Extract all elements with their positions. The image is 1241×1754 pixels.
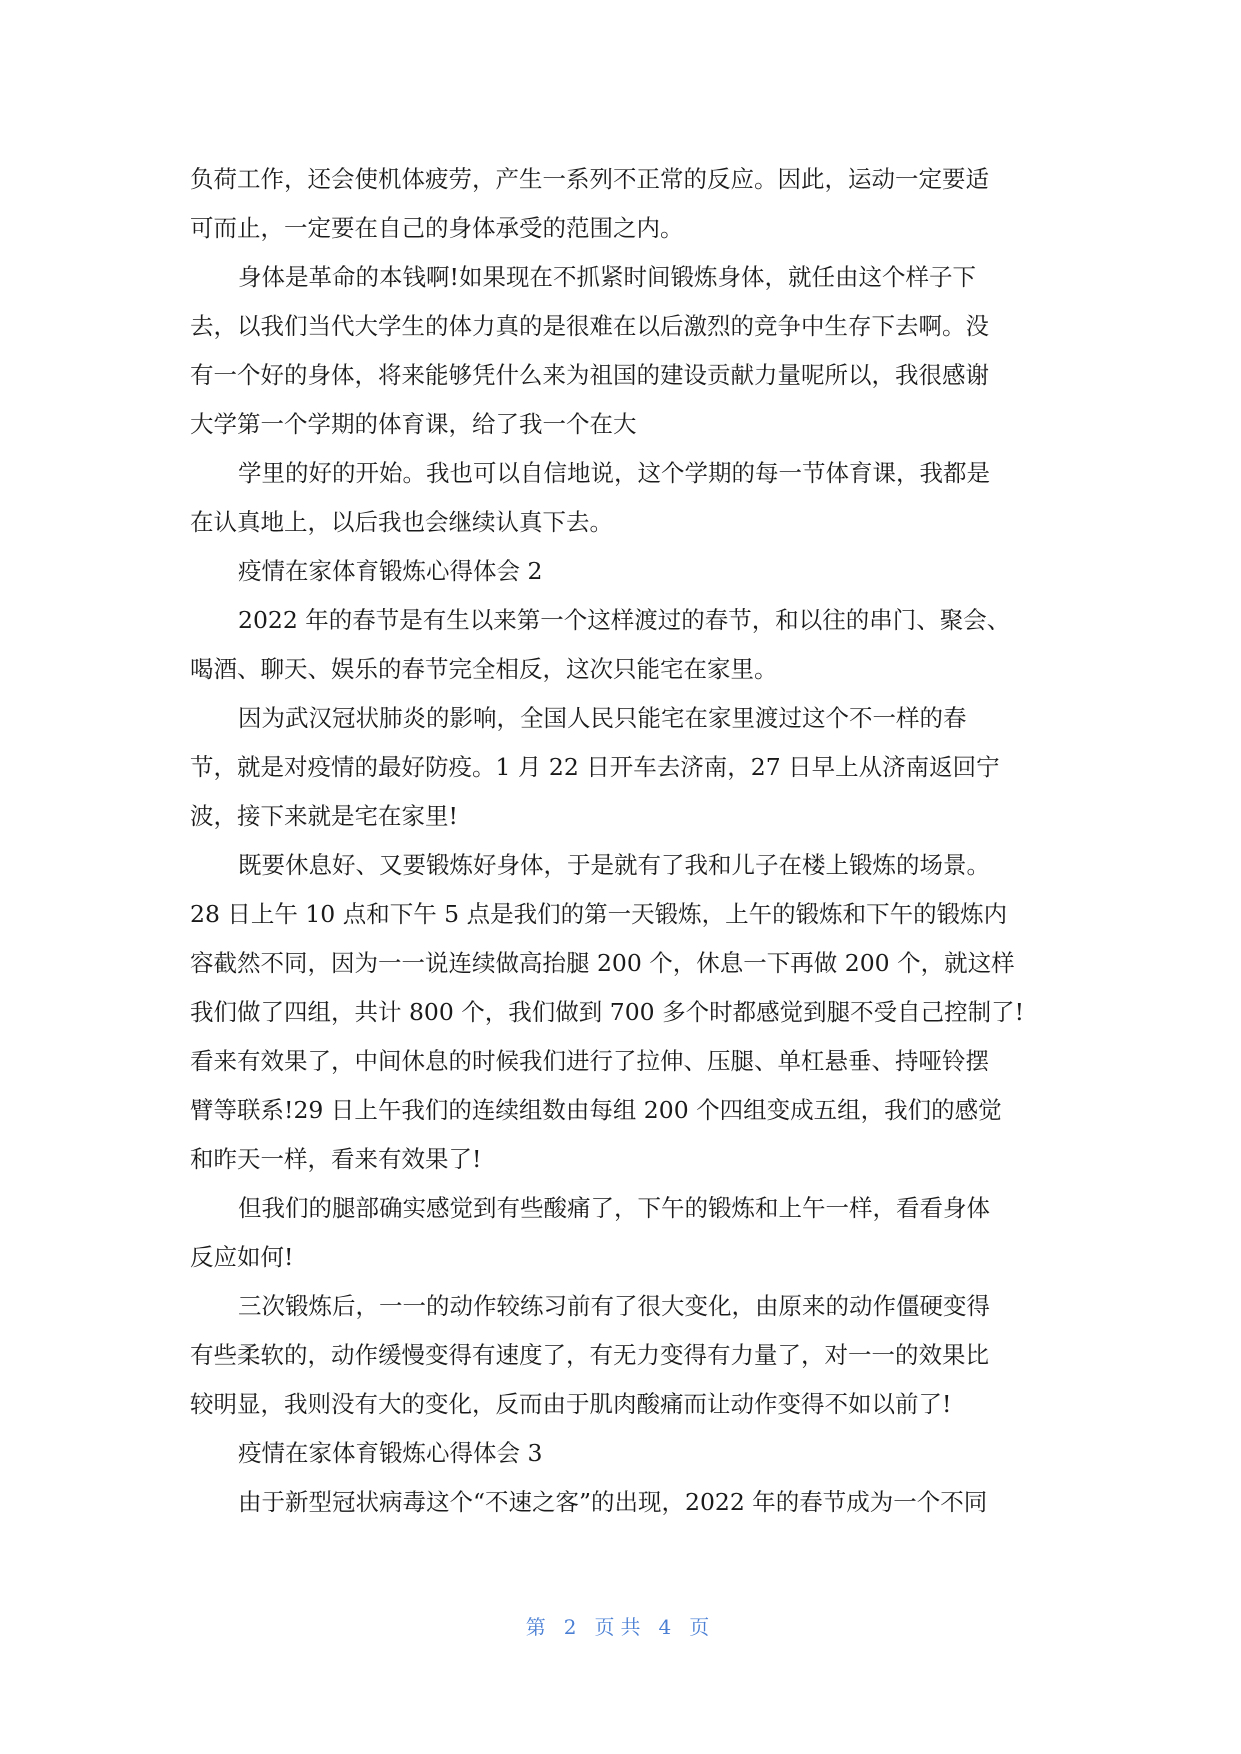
text-line: 去，以我们当代大学生的体力真的是很难在以后激烈的竞争中生存下去啊。没: [190, 312, 989, 340]
text-line: 在认真地上，以后我也会继续认真下去。: [190, 508, 613, 536]
text-line: 三次锻炼后，一一的动作较练习前有了很大变化，由原来的动作僵硬变得: [238, 1292, 990, 1320]
text-line: 因为武汉冠状肺炎的影响，全国人民只能宅在家里渡过这个不一样的春: [238, 704, 967, 732]
text-line: 学里的好的开始。我也可以自信地说，这个学期的每一节体育课，我都是: [238, 459, 990, 487]
text-line: 喝酒、聊天、娱乐的春节完全相反，这次只能宅在家里。: [190, 655, 778, 683]
text-line: 既要休息好、又要锻炼好身体，于是就有了我和儿子在楼上锻炼的场景。: [238, 851, 990, 879]
text-line: 有些柔软的，动作缓慢变得有速度了，有无力变得有力量了，对一一的效果比: [190, 1341, 989, 1369]
text-line: 疫情在家体育锻炼心得体会 3: [238, 1439, 543, 1467]
text-line: 我们做了四组，共计 800 个，我们做到 700 多个时都感觉到腿不受自己控制了!: [190, 998, 1025, 1026]
text-line: 疫情在家体育锻炼心得体会 2: [238, 557, 543, 585]
text-line: 大学第一个学期的体育课，给了我一个在大: [190, 410, 637, 438]
text-line: 波，接下来就是宅在家里!: [190, 802, 458, 830]
footer-suffix: 页: [689, 1615, 716, 1639]
text-line: 节，就是对疫情的最好防疫。1 月 22 日开车去济南，27 日早上从济南返回宁: [190, 753, 1000, 781]
text-line: 但我们的腿部确实感觉到有些酸痛了，下午的锻炼和上午一样，看看身体: [238, 1194, 990, 1222]
footer-total-pages: 4: [658, 1615, 678, 1639]
text-line: 可而止，一定要在自己的身体承受的范围之内。: [190, 214, 684, 242]
text-line: 28 日上午 10 点和下午 5 点是我们的第一天锻炼，上午的锻炼和下午的锻炼内: [190, 900, 1008, 928]
text-line: 身体是革命的本钱啊!如果现在不抓紧时间锻炼身体，就任由这个样子下: [238, 263, 976, 291]
text-line: 看来有效果了，中间休息的时候我们进行了拉伸、压腿、单杠悬垂、持哑铃摆: [190, 1047, 989, 1075]
text-line: 较明显，我则没有大的变化，反而由于肌肉酸痛而让动作变得不如以前了!: [190, 1390, 952, 1418]
text-line: 由于新型冠状病毒这个“不速之客”的出现，2022 年的春节成为一个不同: [238, 1488, 988, 1516]
text-line: 负荷工作，还会使机体疲劳，产生一系列不正常的反应。因此，运动一定要适: [190, 165, 989, 193]
footer-current-page: 2: [563, 1615, 583, 1639]
text-line: 臂等联系!29 日上午我们的连续组数由每组 200 个四组变成五组，我们的感觉: [190, 1096, 1002, 1124]
text-line: 有一个好的身体，将来能够凭什么来为祖国的建设贡献力量呢所以，我很感谢: [190, 361, 989, 389]
text-line: 容截然不同，因为一一说连续做高抬腿 200 个，休息一下再做 200 个，就这样: [190, 949, 1015, 977]
document-body: [190, 155, 1060, 1527]
text-line: 和昨天一样，看来有效果了!: [190, 1145, 482, 1173]
text-line: 反应如何!: [190, 1243, 294, 1271]
footer-prefix: 第: [525, 1615, 552, 1639]
text-line: 2022 年的春节是有生以来第一个这样渡过的春节，和以往的串门、聚会、: [238, 606, 1011, 634]
page-footer: [0, 1611, 1241, 1640]
footer-middle: 页共: [594, 1615, 647, 1639]
